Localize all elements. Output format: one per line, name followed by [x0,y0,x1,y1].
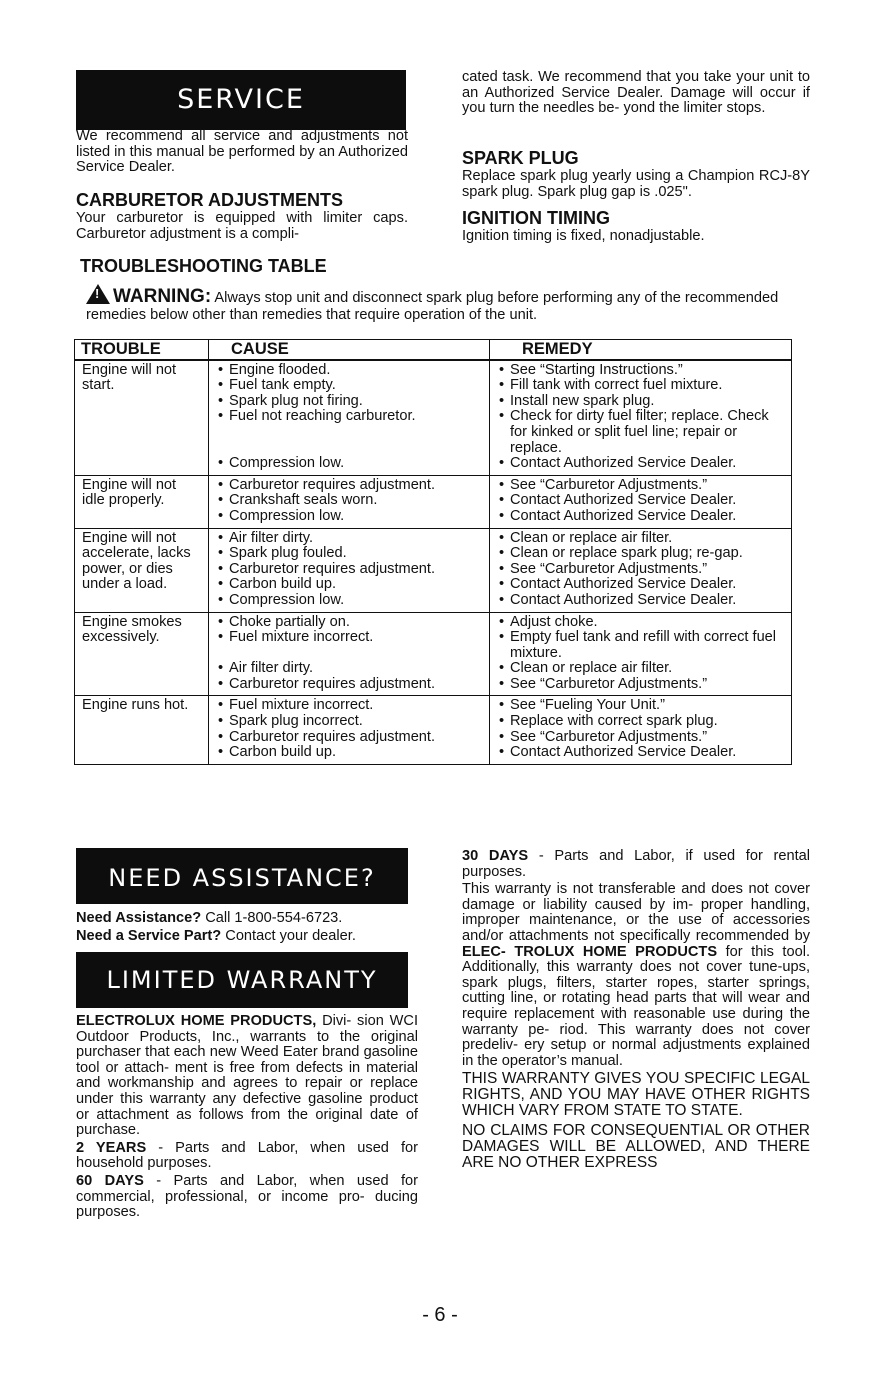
cause-item: • Carbon build up. [215,745,483,761]
cause-item: • Spark plug not firing. [215,394,483,410]
remedy-item: • Contact Authorized Service Dealer. [496,745,785,761]
cause-item: • Carburetor requires adjustment. [215,562,483,578]
remedy-item: • Check for dirty fuel filter; replace. Check for kinked or split fuel line; repair or replace. [496,409,785,456]
header-cause: CAUSE [209,340,490,360]
cause-item: • Fuel tank empty. [215,378,483,394]
remedy-item: • Clean or replace air filter. [496,661,785,677]
warning-triangle-icon [86,284,110,304]
remedy-item: • Contact Authorized Service Dealer. [496,593,785,609]
service-banner-text: SERVICE [177,84,305,115]
trouble-cell: Engine smokes excessively. [75,612,209,696]
remedy-item: • See “Starting Instructions.” [496,363,785,379]
carburetor-text-left: Your carburetor is equipped with limiter caps. Carburetor adjustment is a compli- [76,210,408,242]
remedy-item: • See “Carburetor Adjustments.” [496,562,785,578]
troubleshooting-heading: TROUBLESHOOTING TABLE [80,256,327,276]
ignition-text: Ignition timing is fixed, nonadjustable. [462,228,705,244]
cause-item: • Fuel mixture incorrect. [215,698,483,714]
spark-plug-heading: SPARK PLUG [462,148,579,168]
exclusions-company: ELEC- TROLUX HOME PRODUCTS [462,943,718,960]
cause-item: • Fuel not reaching carburetor. [215,409,483,425]
warning-block [86,284,794,324]
table-row [75,360,792,476]
remedy-cell [490,360,792,476]
term-text: - Parts and Labor, when used for commercial, professional, or income pro- ducing purposes. [76,1172,419,1221]
cause-item: • Fuel mixture incorrect. [215,630,483,646]
warranty-exclusions [462,882,810,1069]
remedy-item: • Fill tank with correct fuel mixture. [496,378,785,394]
remedy-cell [490,696,792,764]
remedy-item: • Clean or replace air filter. [496,531,785,547]
service-intro: We recommend all service and adjustments not listed in this manual be performed by an Authorized Service Dealer. [76,128,408,176]
ignition-heading: IGNITION TIMING [462,208,610,228]
remedy-cell [490,475,792,528]
remedy-item: • See “Carburetor Adjustments.” [496,730,785,746]
remedy-item: • Clean or replace spark plug; re-gap. [496,546,785,562]
warranty-left-column [76,1014,418,1221]
trouble-cell: Engine runs hot. [75,696,209,764]
term-text: - Parts and Labor, when used for household purposes. [76,1139,419,1172]
warranty-right-column [462,849,810,1171]
assistance-banner-text: NEED ASSISTANCE? [108,864,376,892]
warranty-term-2-years [76,1141,418,1172]
trouble-cell: Engine will not accelerate, lacks power, or dies under a load. [75,528,209,612]
cause-item: • Spark plug incorrect. [215,714,483,730]
assistance-banner [76,848,408,904]
exclusions-text-b: for this tool. Additionally, this warranty does not cover tune-ups, spark plugs, filters, starter ropes, starter springs, cutting line, or rotating head parts that will wear and require replacement with reasonable use during the warranty pe- riod. This warranty does not cover predeliv- ery setup or normal adjustments explained in the operator’s manual. [462,943,810,1069]
cause-item: • Compression low. [215,593,483,609]
remedy-item: • Contact Authorized Service Dealer. [496,577,785,593]
warranty-banner-text: LIMITED WARRANTY [106,966,378,994]
assistance-part-line [76,929,436,945]
carburetor-text-right: cated task. We recommend that you take your unit to an Authorized Service Dealer. Damage will occur if you turn the needles be- yond the limiter stops. [462,69,810,117]
remedy-cell [490,528,792,612]
assistance-lines [76,911,436,944]
warranty-claims: NO CLAIMS FOR CONSEQUENTIAL OR OTHER DAMAGES WILL BE ALLOWED, AND THERE ARE NO OTHER EXPRESS [462,1122,810,1172]
cause-item: • Carburetor requires adjustment. [215,730,483,746]
remedy-item: • Contact Authorized Service Dealer. [496,456,785,472]
table-row [75,612,792,696]
warranty-intro [76,1014,418,1139]
service-banner [76,70,406,130]
warranty-intro-text: Divi- sion WCI Outdoor Products, Inc., warrants to the original purchaser that each new Weed Eater brand gasoline tool or attach- ment is free from defects in material and workmanship and agrees to repair or replace under this warranty any defective gasoline product or attachment as follows from the original date of purchase. [76,1013,419,1139]
remedy-item: • Contact Authorized Service Dealer. [496,493,785,509]
term-label: 60 DAYS [76,1172,144,1189]
cause-item: • Crankshaft seals worn. [215,493,483,509]
assistance-part-text: Contact your dealer. [221,927,356,944]
term-label: 30 DAYS [462,848,529,864]
assistance-part-label: Need a Service Part? [76,927,222,944]
carburetor-heading: CARBURETOR ADJUSTMENTS [76,190,344,210]
cause-item: • Compression low. [215,509,483,525]
assistance-phone: Call 1-800-554-6723. [201,910,343,926]
cause-cell [209,696,490,764]
header-remedy: REMEDY [490,340,792,360]
trouble-cell: Engine will not idle properly. [75,475,209,528]
table-header-row [75,340,792,360]
remedy-item: • See “Carburetor Adjustments.” [496,478,785,494]
cause-cell [209,612,490,696]
trouble-cell: Engine will not start. [75,360,209,476]
remedy-item: • See “Fueling Your Unit.” [496,698,785,714]
cause-item: • Air filter dirty. [215,661,483,677]
warranty-company: ELECTROLUX HOME PRODUCTS, [76,1013,317,1029]
term-text: - Parts and Labor, if used for rental purposes. [462,848,810,880]
remedy-item: • See “Carburetor Adjustments.” [496,677,785,693]
troubleshooting-table [74,339,792,765]
cause-cell [209,360,490,476]
warranty-rights: THIS WARRANTY GIVES YOU SPECIFIC LEGAL RIGHTS, AND YOU MAY HAVE OTHER RIGHTS WHICH VARY FROM STATE TO STATE. [462,1070,810,1120]
cause-item: • Carburetor requires adjustment. [215,478,483,494]
remedy-item: • Contact Authorized Service Dealer. [496,509,785,525]
warranty-term-30-days [462,849,810,880]
remedy-item: • Install new spark plug. [496,394,785,410]
remedy-item: • Adjust choke. [496,615,785,631]
warranty-banner [76,952,408,1008]
assistance-call-label: Need Assistance? [76,910,202,926]
spark-plug-text: Replace spark plug yearly using a Champion RCJ-8Y spark plug. Spark plug gap is .025". [462,168,810,200]
page-number: - 6 - [422,1304,458,1326]
table-row [75,528,792,612]
warranty-term-60-days [76,1174,418,1221]
cause-item: • Carburetor requires adjustment. [215,677,483,693]
term-label: 2 YEARS [76,1139,147,1156]
remedy-item: • Empty fuel tank and refill with correct fuel mixture. [496,630,785,661]
cause-item: • Engine flooded. [215,363,483,379]
cause-item: • Spark plug fouled. [215,546,483,562]
assistance-call-line [76,911,436,927]
cause-cell [209,475,490,528]
warning-label: WARNING: [113,286,212,307]
table-row [75,696,792,764]
header-trouble: TROUBLE [75,340,209,360]
cause-item: • Choke partially on. [215,615,483,631]
cause-item: • Carbon build up. [215,577,483,593]
warning-text: Always stop unit and disconnect spark plug before performing any of the recommended remedies below other than remedies that require operation of the unit. [86,290,779,323]
cause-cell [209,528,490,612]
cause-item: • Air filter dirty. [215,531,483,547]
table-row [75,475,792,528]
cause-item: • Compression low. [215,456,483,472]
remedy-item: • Replace with correct spark plug. [496,714,785,730]
exclusions-text-a: This warranty is not transferable and does not cover damage or liability caused by im- proper handling, improper maintenance, or the use of accessories and/or attachments not specifically recommended by [462,881,810,944]
remedy-cell [490,612,792,696]
